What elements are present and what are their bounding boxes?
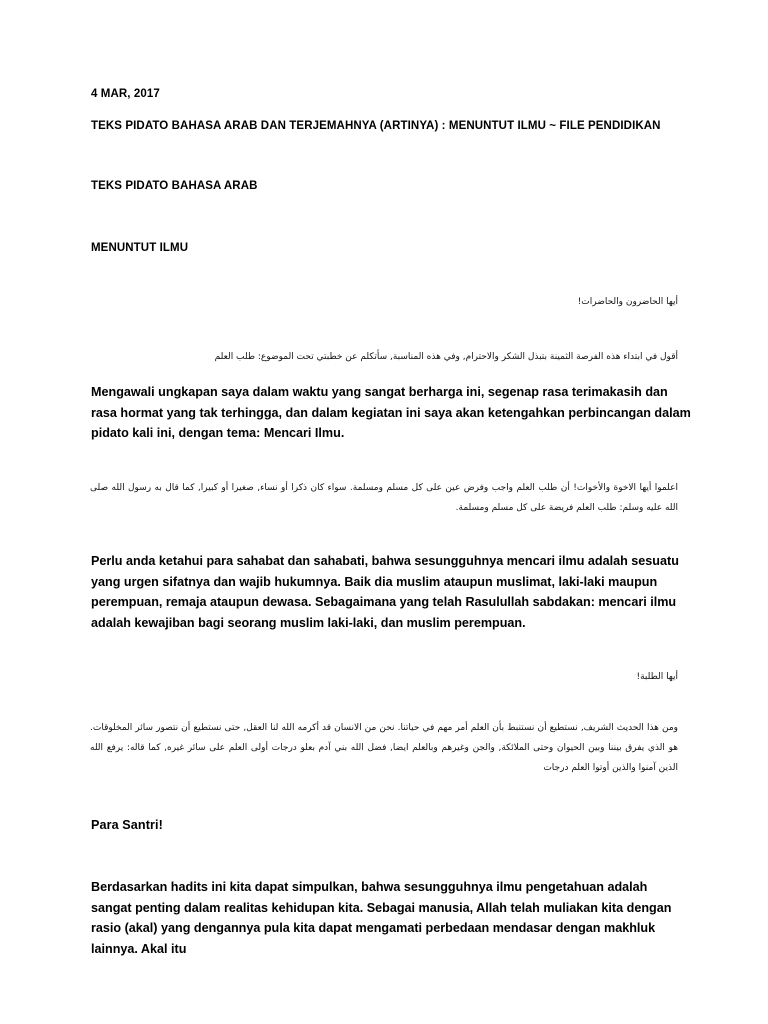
paragraph-opening: Mengawali ungkapan saya dalam waktu yang sangat berharga ini, segenap rasa terimakasih dan rasa hormat yang tak terhingga, dan dalam kegiatan ini saya akan ketengahkan perbincangan dalam pidato kali ini, dengan tema: Mencari Ilmu. [91, 385, 691, 440]
arabic-paragraph-2: اعلموا أيها الاخوة والأخوات! أن طلب العلم واجب وفرض عين على كل مسلم ومسلمة. سواء كان ذكرا أو نساء, صغيرا أو كبيرا, كما قال به رسول الله صلى الله عليه وسلم: طلب العلم فريضة على كل مسلم ومسلمة. [90, 483, 678, 513]
arabic-greeting: أيها الحاضرون والحاضرات! [577, 297, 678, 307]
document-title: TEKS PIDATO BAHASA ARAB DAN TERJEMAHNYA (ARTINYA) : MENUNTUT ILMU ~ FILE PENDIDIKAN [91, 120, 661, 132]
arabic-paragraph-3: ومن هذا الحديث الشريف, نستطيع أن نستنبط بأن العلم أمر مهم في حياتنا. نحن من الانسان قد أكرمه الله لنا العقل, حتى نستطيع أن نتصور سائر المخلوقات. هو الذي يفرق بيننا وبين الحيوان وحتى الملائكة, والجن وغيرهم وبالعلم ايضا, فضل الله بني آدم بعلو درجات أولى العلم على سائر غيره, كما قاله: يرفع الله الذين آمنوا والذين أوتوا العلم درجات [90, 723, 678, 773]
paragraph-conclusion: Berdasarkan hadits ini kita dapat simpulkan, bahwa sesungguhnya ilmu pengetahuan adalah sangat penting dalam realitas kehidupan kita. Sebagai manusia, Allah telah muliakan kita dengan rasio (akal) yang dengannya pula kita dapat mengamati perbedaan mendasar dengan makhluk lainnya. Akal itu [91, 880, 672, 956]
arabic-students-greeting: أيها الطلبة! [636, 672, 678, 682]
paragraph-obligation: Perlu anda ketahui para sahabat dan sahabati, bahwa sesungguhnya mencari ilmu adalah sesuatu yang urgen sifatnya dan wajib hukumnya. Baik dia muslim ataupun muslimat, laki-laki maupun perempuan, remaja ataupun dewasa. Sebagaimana yang telah Rasulullah sabdakan: mencari ilmu adalah kewajiban bagi seorang muslim laki-laki, dan muslim perempuan. [91, 554, 679, 630]
arabic-intro: أقول في ابتداء هذه الفرصة الثمينة بتبذل الشكر والاحترام, وفي هذه المناسبة, سأتكلم عن خطبتي تحت الموضوع: طلب العلم [214, 352, 678, 362]
para-santri-heading: Para Santri! [91, 818, 163, 832]
heading-menuntut-ilmu: MENUNTUT ILMU [91, 242, 189, 254]
heading-teks-pidato: TEKS PIDATO BAHASA ARAB [91, 180, 258, 192]
document-date: 4 MAR, 2017 [91, 88, 160, 100]
